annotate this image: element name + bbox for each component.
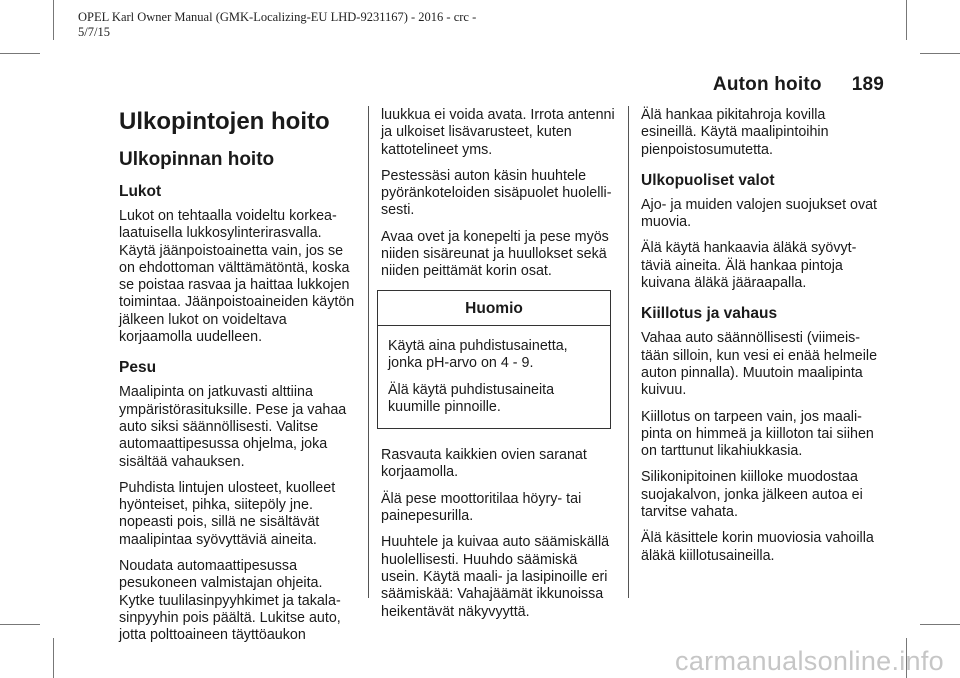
crop-mark bbox=[0, 53, 40, 54]
wash-paragraph: Puhdista lintujen ulosteet, kuolleet hyönteiset, pihka, siitepöly jne. nopeasti pois, sillä ne sisältävät maalipintaa syövyttäviä aineita. bbox=[119, 479, 336, 548]
caution-title: Huomio bbox=[378, 291, 610, 326]
body-paragraph: Avaa ovet ja konepelti ja pese myös niiden sisäreunat ja huullokset sekä niiden peittämät korin osat. bbox=[381, 228, 609, 280]
wash-paragraph: Noudata automaattipesussa pesukoneen valmistajan ohjeita. Kytke tuulilasinpyyhkimet ja takala-sinpyyhin pois päältä. Lukitse auto, jotta polttoaineen täyttöaukon bbox=[119, 558, 341, 644]
locks-heading: Lukot bbox=[119, 183, 162, 200]
locks-paragraph: Lukot on tehtaalla voideltu korkea-laatuisella lukkosylinterirasvalla. Käytä jäänpoistoainetta vain, jos se on ehdottoman välttämätöntä, koska se poistaa rasvaa ja haittaa lukkojen toimintaa. Jäänpoistoaineiden käytön jälkeen lukot on voideltava korjaamolla uudelleen. bbox=[119, 208, 355, 346]
body-paragraph: Pestessäsi auton käsin huuhtele pyöränkoteloiden sisäpuolet huolelli-sesti. bbox=[381, 167, 612, 219]
crop-mark bbox=[53, 638, 54, 678]
print-metadata-line: OPEL Karl Owner Manual (GMK-Localizing-EU LHD-9231167) - 2016 - crc - bbox=[78, 10, 477, 24]
lights-paragraph: Ajo- ja muiden valojen suojukset ovat muovia. bbox=[641, 196, 878, 231]
crop-mark bbox=[0, 624, 40, 625]
column-divider bbox=[628, 106, 629, 598]
polish-paragraph: Silikonipitoinen kiilloke muodostaa suojakalvon, jonka jälkeen autoa ei tarvitse vahata. bbox=[641, 469, 863, 521]
polish-paragraph: Älä käsittele korin muoviosia vahoilla äläkä kiillotusaineilla. bbox=[641, 530, 874, 564]
caution-box bbox=[377, 290, 611, 429]
chapter-title: Ulkopintojen hoito bbox=[119, 108, 330, 135]
column-2 bbox=[381, 107, 616, 630]
lights-paragraph: Älä käytä hankaavia äläkä syövyt-täviä aineita. Älä hankaa pintoja kuivana äläkä jääraapalla. bbox=[641, 240, 857, 292]
body-paragraph: Älä pese moottoritilaa höyry- tai painepesurilla. bbox=[381, 490, 582, 525]
print-metadata bbox=[78, 10, 476, 40]
body-paragraph: Rasvauta kaikkien ovien saranat korjaamolla. bbox=[381, 447, 587, 481]
crop-mark bbox=[920, 53, 960, 54]
print-metadata-date: 5/7/15 bbox=[78, 25, 110, 39]
body-paragraph: Huuhtele ja kuivaa auto säämiskällä huolellisesti. Huuhdo säämiskä usein. Käytä maali- ja lasipinoille eri säämiskää: Vahajäämät ikkunoissa heikentävät näkyvyyttä. bbox=[381, 534, 610, 620]
column-divider bbox=[368, 106, 369, 598]
polish-paragraph: Vahaa auto säännöllisesti (viimeis-tään silloin, kun vesi ei enää helmeile auton pinnalla). Muutoin maalipinta kuivuu. bbox=[641, 330, 878, 399]
body-paragraph: luukkua ei voida avata. Irrota antenni ja ulkoiset lisävarusteet, kuten kattotelineet yms. bbox=[381, 107, 615, 158]
wash-paragraph: Maalipinta on jatkuvasti alttiina ympäristörasituksille. Pese ja vahaa auto siksi säännöllisesti. Valitse automaattipesussa ohjelma, joka sisältää vahauksen. bbox=[119, 384, 347, 470]
caution-paragraph: Älä käytä puhdistusaineita kuumille pinnoille. bbox=[388, 381, 555, 415]
polish-paragraph: Kiillotus on tarpeen vain, jos maali-pinta on himmeä ja kiilloton tai siihen on tarttunut likahiukkasia. bbox=[641, 408, 874, 460]
body-paragraph: Älä hankaa pikitahroja kovilla esineillä. Käytä maalipintoihin pienpoistosumutetta. bbox=[641, 107, 829, 158]
caution-body bbox=[378, 326, 610, 428]
polish-heading: Kiillotus ja vahaus bbox=[641, 305, 778, 323]
running-header bbox=[713, 74, 884, 96]
page-number: 189 bbox=[851, 74, 884, 95]
column-1 bbox=[119, 106, 357, 654]
watermark: carmanualsonline.info bbox=[675, 646, 944, 676]
wash-heading: Pesu bbox=[119, 359, 157, 377]
crop-mark bbox=[920, 624, 960, 625]
crop-mark bbox=[53, 0, 54, 40]
lights-heading: Ulkopuoliset valot bbox=[641, 171, 775, 189]
crop-mark bbox=[906, 0, 907, 40]
section-heading: Ulkopinnan hoito bbox=[119, 149, 275, 170]
column-3 bbox=[641, 107, 881, 574]
caution-paragraph: Käytä aina puhdistusainetta, jonka pH-arvo on 4 - 9. bbox=[388, 337, 568, 372]
section-title: Auton hoito bbox=[712, 74, 822, 95]
